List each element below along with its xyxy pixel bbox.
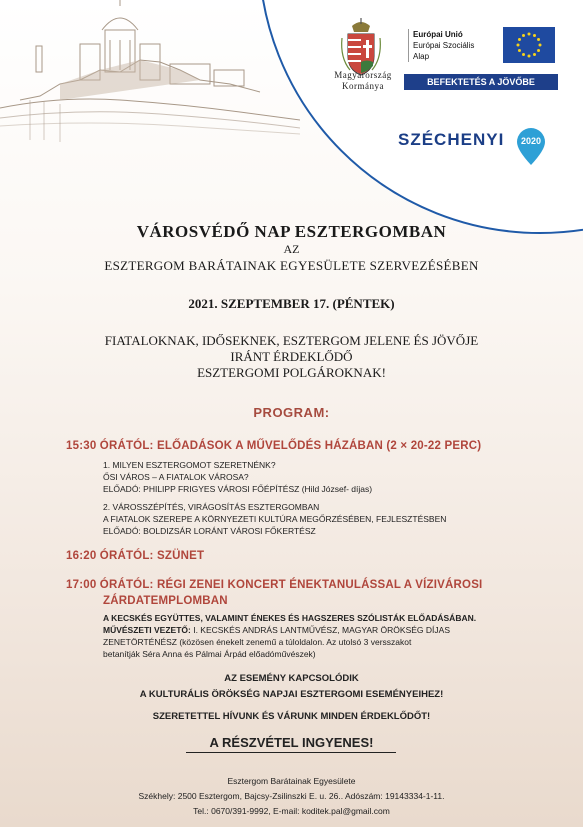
event-date: 2021. SZEPTEMBER 17. (PÉNTEK) (188, 296, 395, 311)
szechenyi-year: 2020 (520, 136, 542, 146)
program-line: 2. VÁROSSZÉPÍTÉS, VIRÁGOSÍTÁS ESZTERGOMBAN (103, 502, 320, 512)
free-entry: A RÉSZVÉTEL INGYENES! (209, 735, 374, 750)
audience-line: IRÁNT ÉRDEKLŐDŐ (230, 349, 353, 364)
footer-line: Esztergom Barátainak Egyesülete (227, 776, 356, 786)
eu-text (408, 29, 474, 62)
footer (0, 774, 583, 819)
audience-line: FIATALOKNAK, IDŐSEKNEK, ESZTERGOM JELENE ÉS JÖVŐJE (104, 333, 479, 348)
program-head-line: ZÁRDATEMPLOMBAN (103, 595, 228, 607)
program-line: ELŐADÓ: BOLDIZSÁR LORÁNT VÁROSI FŐKERTÉSZ (103, 526, 316, 536)
location-pin-icon (513, 124, 549, 166)
program-line: ZENETÖRTÉNÉSZ (közösen énekelt zenemű a túloldalon. Az utolsó 3 versszakot (103, 637, 412, 647)
program-head-line: 17:00 ÓRÁTÓL: RÉGI ZENEI KONCERT ÉNEKTANULÁSSAL A VÍZIVÁROSI (66, 579, 483, 591)
program-line: A KECSKÉS EGYÜTTES, VALAMINT ÉNEKES ÉS HAGSZERES SZÓLISTÁK ELŐADÁSÁBAN. (103, 613, 477, 623)
closing-line: SZERETETTEL HÍVUNK ÉS VÁRUNK MINDEN ÉRDEKLŐDŐT! (152, 711, 431, 722)
invest-banner: BEFEKTETÉS A JÖVŐBE (404, 74, 558, 90)
audience-line: ESZTERGOMI POLGÁROKNAK! (197, 365, 386, 380)
divider (186, 752, 396, 753)
program-line (103, 624, 476, 636)
program-section-head (66, 577, 482, 609)
subtitle-az: AZ (283, 242, 300, 256)
footer-line: Tel.: 0670/391-9992, E-mail: koditek.pal@gmail.com (193, 806, 390, 816)
program-section-body (103, 612, 476, 660)
eu-flag-icon (503, 27, 555, 63)
eu-line1: Európai Unió (413, 30, 463, 39)
program-section-body (103, 459, 446, 537)
program-line-part: (Hild József- díjas) (301, 484, 373, 494)
government-name (318, 70, 408, 92)
program-line: A FIATALOK SZEREPE A KÖRNYEZETI KULTÚRA MEGŐRZÉSÉBEN, FEJLESZTÉSBEN (103, 514, 447, 524)
program-section-head: 16:20 ÓRÁTÓL: SZÜNET (66, 550, 205, 562)
szechenyi-logo-text: SZÉCHENYI (398, 130, 505, 149)
eu-line3: Alap (413, 52, 430, 61)
eu-line2: Európai Szociális (413, 41, 475, 50)
program-line-part: MŰVÉSZETI VEZETŐ: (103, 625, 194, 635)
gov-name-line1: Magyarország (334, 70, 392, 80)
program-line: ŐSI VÁROS – A FIATALOK VÁROSA? (103, 472, 249, 482)
audience (0, 333, 583, 381)
footer-line: Székhely: 2500 Esztergom, Bajcsy-Zsilinszki E. u. 26.. Adószám: 19143334-1-11. (138, 791, 445, 801)
cathedral-sketch-icon (0, 0, 300, 150)
closing-line: AZ ESEMÉNY KAPCSOLÓDIK (224, 673, 359, 684)
program-line: betanítják Séra Anna és Pálmai Árpád előadóművészek) (103, 649, 316, 659)
program-label: PROGRAM: (253, 405, 330, 420)
page-title: VÁROSVÉDŐ NAP ESZTERGOMBAN (136, 222, 447, 241)
program-line: 1. MILYEN ESZTERGOMOT SZERETNÉNK? (103, 460, 276, 470)
program-section-head: 15:30 ÓRÁTÓL: ELŐADÁSOK A MŰVELŐDÉS HÁZÁBAN (2 × 20-22 PERC) (66, 440, 482, 452)
closing-line: A KULTURÁLIS ÖRÖKSÉG NAPJAI ESZTERGOMI ESEMÉNYEIHEZ! (139, 689, 444, 700)
program-line (103, 483, 446, 495)
subtitle-organizer: ESZTERGOM BARÁTAINAK EGYESÜLETE SZERVEZÉSÉBEN (104, 258, 479, 273)
coat-of-arms-icon (338, 18, 384, 78)
program-line-part: I. KECSKÉS ANDRÁS LANTMŰVÉSZ, MAGYAR ÖRÖKSÉG DÍJAS (193, 625, 450, 635)
program-line-part: ELŐADÓ: PHILIPP FRIGYES VÁROSI FŐÉPÍTÉSZ (103, 484, 302, 494)
gov-name-line2: Kormánya (342, 81, 384, 91)
